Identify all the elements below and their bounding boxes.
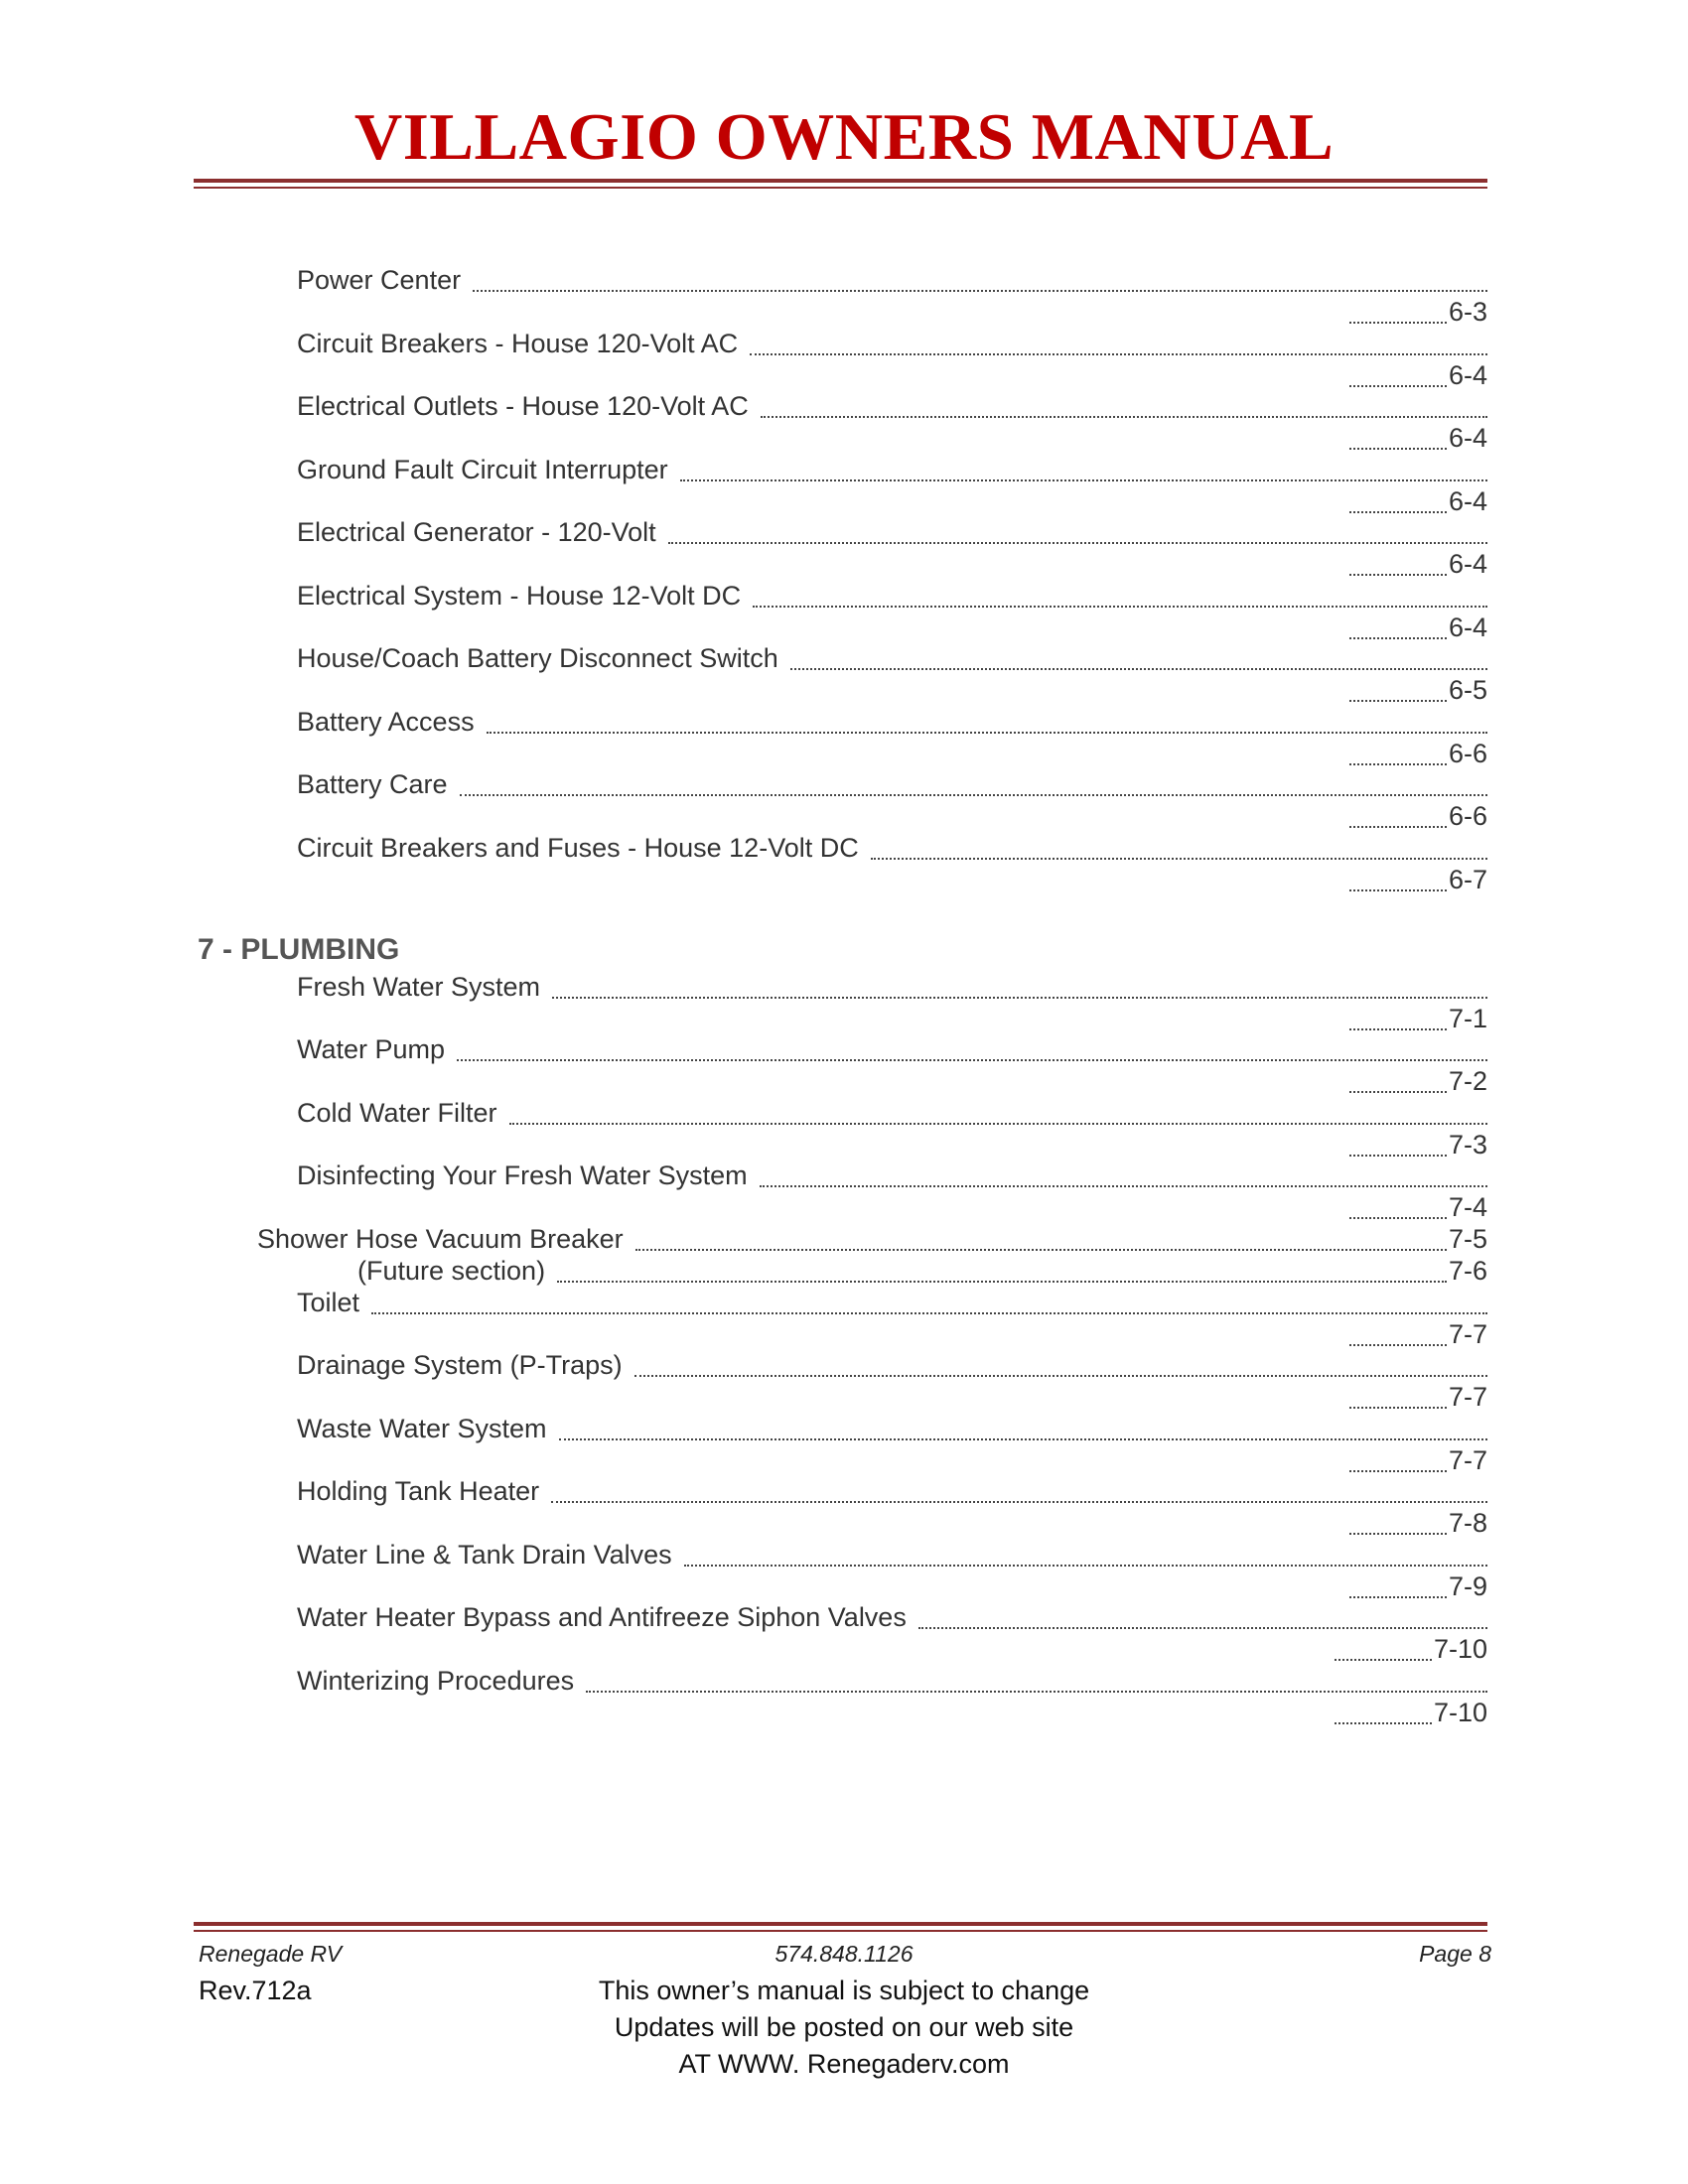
toc-leader-dots — [750, 353, 1487, 355]
toc-page-number: 7-4 — [1448, 1192, 1487, 1222]
footer-rule-thick — [194, 1922, 1487, 1926]
toc-entry-title: Shower Hose Vacuum Breaker — [257, 1224, 624, 1254]
toc-entry-title: Winterizing Procedures — [297, 1666, 575, 1696]
footer-notice-line: This owner’s manual is subject to change — [598, 1976, 1090, 2005]
toc-entry-title: Water Heater Bypass and Antifreeze Siphon Valves — [297, 1602, 907, 1632]
toc-entry-title: Water Pump — [297, 1034, 446, 1064]
toc-entry-title: Battery Access — [297, 706, 475, 737]
toc-page-number: 6-4 — [1448, 612, 1487, 642]
toc-leader-dots — [684, 1565, 1487, 1567]
toc-page-number: 7-3 — [1448, 1130, 1487, 1160]
toc-leader-dots — [635, 1249, 1447, 1251]
toc-entry-title: Power Center — [297, 265, 462, 295]
toc-leader-dots — [1349, 1217, 1447, 1219]
toc-leader-dots — [509, 1123, 1487, 1125]
toc-leader-dots — [1349, 385, 1447, 387]
toc-page-number: 6-3 — [1448, 297, 1487, 327]
toc-leader-dots — [557, 1281, 1447, 1283]
toc-leader-dots — [551, 1501, 1487, 1503]
toc-leader-dots — [761, 416, 1487, 418]
toc-entry-title: Circuit Breakers and Fuses - House 12-Volt DC — [297, 832, 859, 863]
toc-leader-dots — [1349, 1533, 1447, 1535]
toc-entry-title: Battery Care — [297, 769, 448, 799]
footer-rule-thin — [194, 1930, 1487, 1932]
toc-leader-dots — [680, 479, 1487, 481]
toc-leader-dots — [918, 1627, 1487, 1629]
toc-page-number: 7-10 — [1433, 1634, 1487, 1664]
toc-leader-dots — [1349, 763, 1447, 765]
toc-leader-dots — [1349, 322, 1447, 324]
toc-page-number: 7-6 — [1448, 1256, 1487, 1286]
toc-leader-dots — [753, 606, 1487, 608]
toc-entry-title: (Future section) — [357, 1256, 546, 1286]
toc-leader-dots — [634, 1375, 1487, 1377]
toc-leader-dots — [1349, 511, 1447, 513]
toc-entry-title: Fresh Water System — [297, 972, 541, 1002]
toc-page-number: 6-4 — [1448, 423, 1487, 453]
toc-page-number: 7-1 — [1448, 1004, 1487, 1033]
toc-entry-title: Waste Water System — [297, 1414, 547, 1443]
toc-leader-dots — [473, 290, 1487, 292]
toc-entry-title: House/Coach Battery Disconnect Switch — [297, 643, 778, 673]
toc-leader-dots — [371, 1312, 1487, 1314]
toc-page-number: 7-7 — [1448, 1382, 1487, 1412]
toc-leader-dots — [457, 1059, 1487, 1061]
toc-leader-dots — [1349, 574, 1447, 576]
toc-leader-dots — [1349, 700, 1447, 702]
toc-leader-dots — [760, 1185, 1487, 1187]
toc-leader-dots — [1349, 826, 1447, 828]
document-title: VILLAGIO OWNERS MANUAL — [353, 100, 1335, 174]
toc-leader-dots — [487, 732, 1487, 734]
toc-entry-title: Electrical Generator - 120-Volt — [297, 517, 656, 547]
toc-leader-dots — [1349, 1155, 1447, 1157]
toc-leader-dots — [552, 997, 1487, 999]
footer-page-number: Page 8 — [1419, 1941, 1491, 1967]
toc-leader-dots — [1349, 1470, 1447, 1472]
toc-entry-title: Disinfecting Your Fresh Water System — [297, 1160, 748, 1190]
toc-page-number: 7-10 — [1433, 1698, 1487, 1727]
toc-leader-dots — [1349, 637, 1447, 639]
toc-leader-dots — [460, 794, 1487, 796]
toc-page-number: 7-8 — [1448, 1508, 1487, 1538]
toc-entry-title: Water Line & Tank Drain Valves — [297, 1540, 672, 1570]
toc-page-number: 7-5 — [1448, 1224, 1487, 1254]
toc-leader-dots — [1349, 889, 1447, 891]
toc-page-number: 7-9 — [1448, 1571, 1487, 1601]
toc-leader-dots — [1335, 1659, 1432, 1661]
toc-leader-dots — [1349, 1028, 1447, 1030]
toc-entry-title: Electrical System - House 12-Volt DC — [297, 580, 742, 611]
toc-leader-dots — [1349, 448, 1447, 450]
footer-company: Renegade RV — [199, 1941, 343, 1967]
toc-entry-title: Drainage System (P-Traps) — [297, 1350, 623, 1380]
toc-page-number: 6-4 — [1448, 549, 1487, 579]
toc-page-number: 7-7 — [1448, 1319, 1487, 1349]
toc-page-number: 7-7 — [1448, 1445, 1487, 1475]
toc-leader-dots — [1349, 1344, 1447, 1346]
footer-phone: 574.848.1126 — [774, 1941, 914, 1967]
toc-leader-dots — [790, 668, 1487, 670]
toc-page-number: 6-6 — [1448, 738, 1487, 768]
toc-leader-dots — [1349, 1407, 1447, 1409]
footer-notice-line: Updates will be posted on our web site — [614, 2012, 1074, 2042]
toc-leader-dots — [871, 858, 1487, 860]
toc-page-number: 7-2 — [1448, 1066, 1487, 1096]
toc-page-number: 6-7 — [1448, 864, 1487, 894]
toc-leader-dots — [559, 1438, 1487, 1440]
toc-page-number: 6-4 — [1448, 359, 1487, 390]
toc-leader-dots — [1349, 1091, 1447, 1093]
toc-entry-title: Electrical Outlets - House 120-Volt AC — [297, 391, 749, 421]
toc-entry-title: Circuit Breakers - House 120-Volt AC — [297, 328, 739, 358]
toc-entry-title: Toilet — [297, 1288, 360, 1317]
footer-notice-line: AT WWW. Renegaderv.com — [678, 2049, 1010, 2079]
toc-page-number: 6-6 — [1448, 801, 1487, 831]
toc-entry-title: Cold Water Filter — [297, 1098, 497, 1128]
footer-revision: Rev.712a — [199, 1976, 312, 2005]
toc-entry-title: Ground Fault Circuit Interrupter — [297, 454, 668, 484]
toc-leader-dots — [586, 1691, 1487, 1693]
toc-leader-dots — [1335, 1722, 1432, 1724]
toc-leader-dots — [668, 542, 1487, 544]
toc-leader-dots — [1349, 1596, 1447, 1598]
section-heading-plumbing: 7 - PLUMBING — [198, 933, 400, 966]
toc-entry-title: Holding Tank Heater — [297, 1476, 540, 1506]
toc-page-number: 6-4 — [1448, 485, 1487, 516]
toc-page-number: 6-5 — [1448, 675, 1487, 705]
